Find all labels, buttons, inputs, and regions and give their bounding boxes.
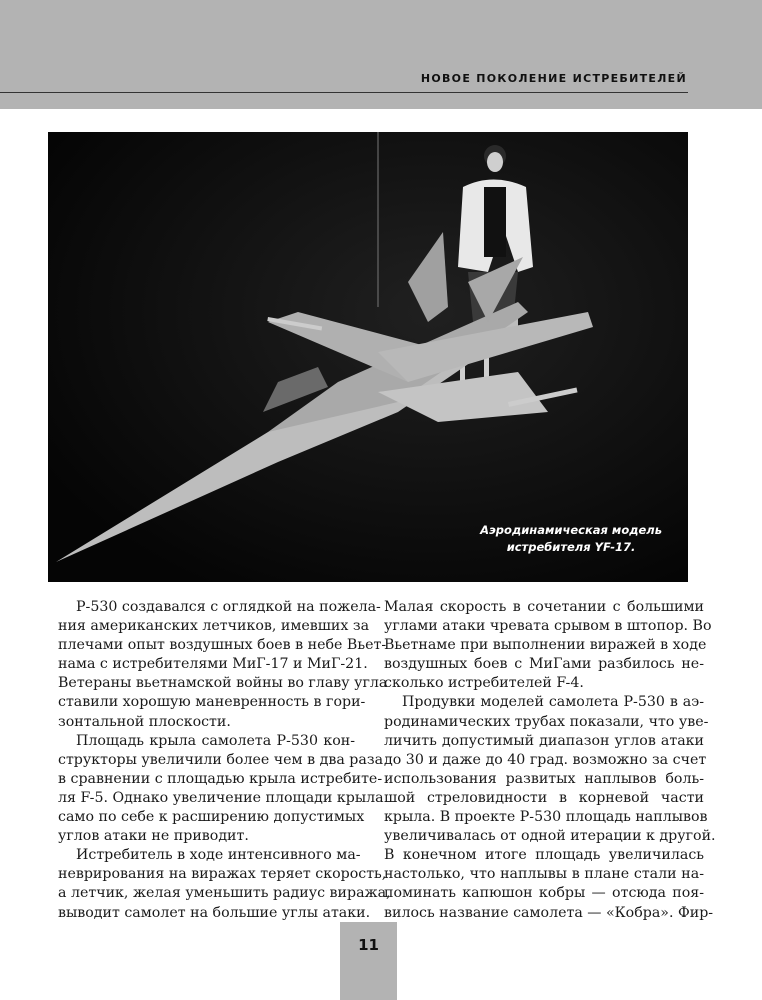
text-line: а летчик, желая уменьшить радиус виража, xyxy=(58,885,391,902)
text-line: Площадь крыла самолета Р-530 кон- xyxy=(76,732,355,749)
text-line: Продувки моделей самолета Р-530 в аэ- xyxy=(402,694,704,711)
text-line: крыла. В проекте Р-530 площадь наплывов xyxy=(384,809,708,826)
photo-yf17-model xyxy=(48,132,688,582)
photo-caption xyxy=(480,522,662,556)
text-line: углов атаки не приводит. xyxy=(58,828,249,845)
text-line: использования развитых наплывов боль- xyxy=(384,770,704,787)
text-line: Истребитель в ходе интенсивного ма- xyxy=(76,847,361,864)
text-column-right xyxy=(384,598,716,923)
page-number-box xyxy=(340,922,397,1000)
text-column-left xyxy=(58,598,391,923)
aircraft-model-illustration xyxy=(48,132,688,582)
text-line: ля F-5. Однако увеличение площади крыла xyxy=(58,789,384,806)
text-line: структоры увеличили более чем в два раза xyxy=(58,751,384,768)
text-line: Малая скорость в сочетании с большими xyxy=(384,599,704,615)
text-line: В конечном итоге площадь увеличилась xyxy=(384,847,704,864)
page-number: 11 xyxy=(358,936,379,954)
text-line: выводит самолет на большие углы атаки. xyxy=(58,904,371,921)
text-line: само по себе к расширению допустимых xyxy=(58,809,365,826)
text-line: неврирования на виражах теряет скорость, xyxy=(58,866,387,883)
text-line: в сравнении с площадью крыла истребите- xyxy=(58,770,383,787)
text-line: Вьетнаме при выполнении виражей в ходе xyxy=(384,637,707,654)
text-line: шой стреловидности в корневой части xyxy=(384,789,704,806)
text-line: вилось название самолета — «Кобра». Фир- xyxy=(384,904,714,921)
text-line: личить допустимый диапазон углов атаки xyxy=(384,732,704,749)
text-line: нама с истребителями МиГ-17 и МиГ-21. xyxy=(58,656,368,673)
text-line: углами атаки чревата срывом в штопор. Во xyxy=(384,618,712,635)
text-line: сколько истребителей F-4. xyxy=(384,675,584,692)
caption-line: Аэродинамическая модель xyxy=(480,523,662,537)
text-line: Р-530 создавался с оглядкой на пожела- xyxy=(76,599,381,615)
text-line: увеличивалась от одной итерации к другой. xyxy=(384,828,716,845)
text-line: настолько, что наплывы в плане стали на- xyxy=(384,866,704,883)
text-line: Ветераны вьетнамской войны во главу угла xyxy=(58,675,388,692)
text-line: зонтальной плоскости. xyxy=(58,713,231,730)
text-line: ставили хорошую маневренность в гори- xyxy=(58,694,366,711)
text-line: поминать капюшон кобры — отсюда поя- xyxy=(384,885,704,902)
header-rule xyxy=(0,92,688,93)
caption-line: истребителя YF-17. xyxy=(506,540,636,554)
running-title: НОВОЕ ПОКОЛЕНИЕ ИСТРЕБИТЕЛЕЙ xyxy=(420,72,687,85)
text-line: ния американских летчиков, имевших за xyxy=(58,618,370,635)
text-line: родинамических трубах показали, что уве- xyxy=(384,713,709,730)
text-line: до 30 и даже до 40 град. возможно за счет xyxy=(384,751,707,768)
text-line: плечами опыт воздушных боев в небе Вьет- xyxy=(58,637,387,654)
text-line: воздушных боев с МиГами разбилось не- xyxy=(384,656,704,673)
